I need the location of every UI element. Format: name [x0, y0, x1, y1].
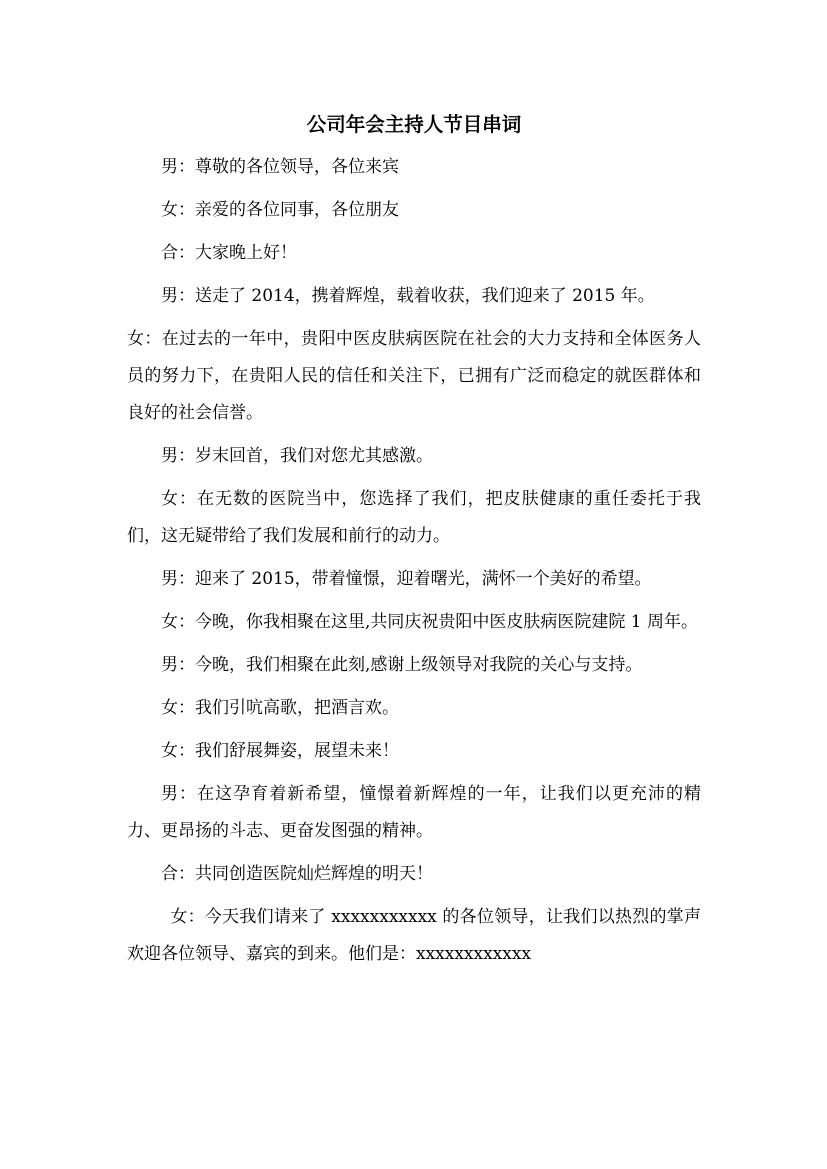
paragraph-7: 女：在无数的医院当中，您选择了我们，把皮肤健康的重任委托于我们，这无疑带给了我们发展和前行的动力。	[127, 489, 701, 546]
paragraph-8: 男：迎来了 2015，带着憧憬，迎着曙光，满怀一个美好的希望。	[161, 569, 652, 589]
document-page	[127, 106, 701, 979]
paragraph-2: 女：亲爱的各位同事，各位朋友	[161, 200, 399, 220]
paragraph-1: 男：尊敬的各位领导，各位来宾	[161, 157, 399, 177]
paragraph-3: 合：大家晚上好！	[161, 243, 297, 263]
paragraph-13: 男：在这孕育着新希望，憧憬着新辉煌的一年，让我们以更充沛的精力、更昂扬的斗志、更奋发图强的精神。	[127, 784, 701, 841]
paragraph-4: 男：送走了 2014，携着辉煌，载着收获，我们迎来了 2015 年。	[161, 286, 655, 306]
paragraph-6: 男：岁末回首，我们对您尤其感激。	[161, 446, 433, 466]
paragraph-14: 合：共同创造医院灿烂辉煌的明天！	[161, 864, 433, 884]
paragraph-5: 女：在过去的一年中，贵阳中医皮肤病医院在社会的大力支持和全体医务人员的努力下，在贵阳人民的信任和关注下，已拥有广泛而稳定的就医群体和良好的社会信誉。	[127, 329, 701, 423]
paragraph-15: 女：今天我们请来了 xxxxxxxxxxx 的各位领导，让我们以热烈的掌声欢迎各位领导、嘉宾的到来。他们是：xxxxxxxxxxxx	[127, 907, 701, 964]
document-title: 公司年会主持人节目串词	[306, 113, 522, 136]
paragraph-12: 女：我们舒展舞姿，展望未来！	[161, 741, 399, 761]
paragraph-11: 女：我们引吭高歌，把酒言欢。	[161, 698, 399, 718]
paragraph-9: 女：今晚，你我相聚在这里,共同庆祝贵阳中医皮肤病医院建院 1 周年。	[161, 612, 699, 632]
paragraph-10: 男：今晚，我们相聚在此刻,感谢上级领导对我院的关心与支持。	[161, 655, 643, 675]
